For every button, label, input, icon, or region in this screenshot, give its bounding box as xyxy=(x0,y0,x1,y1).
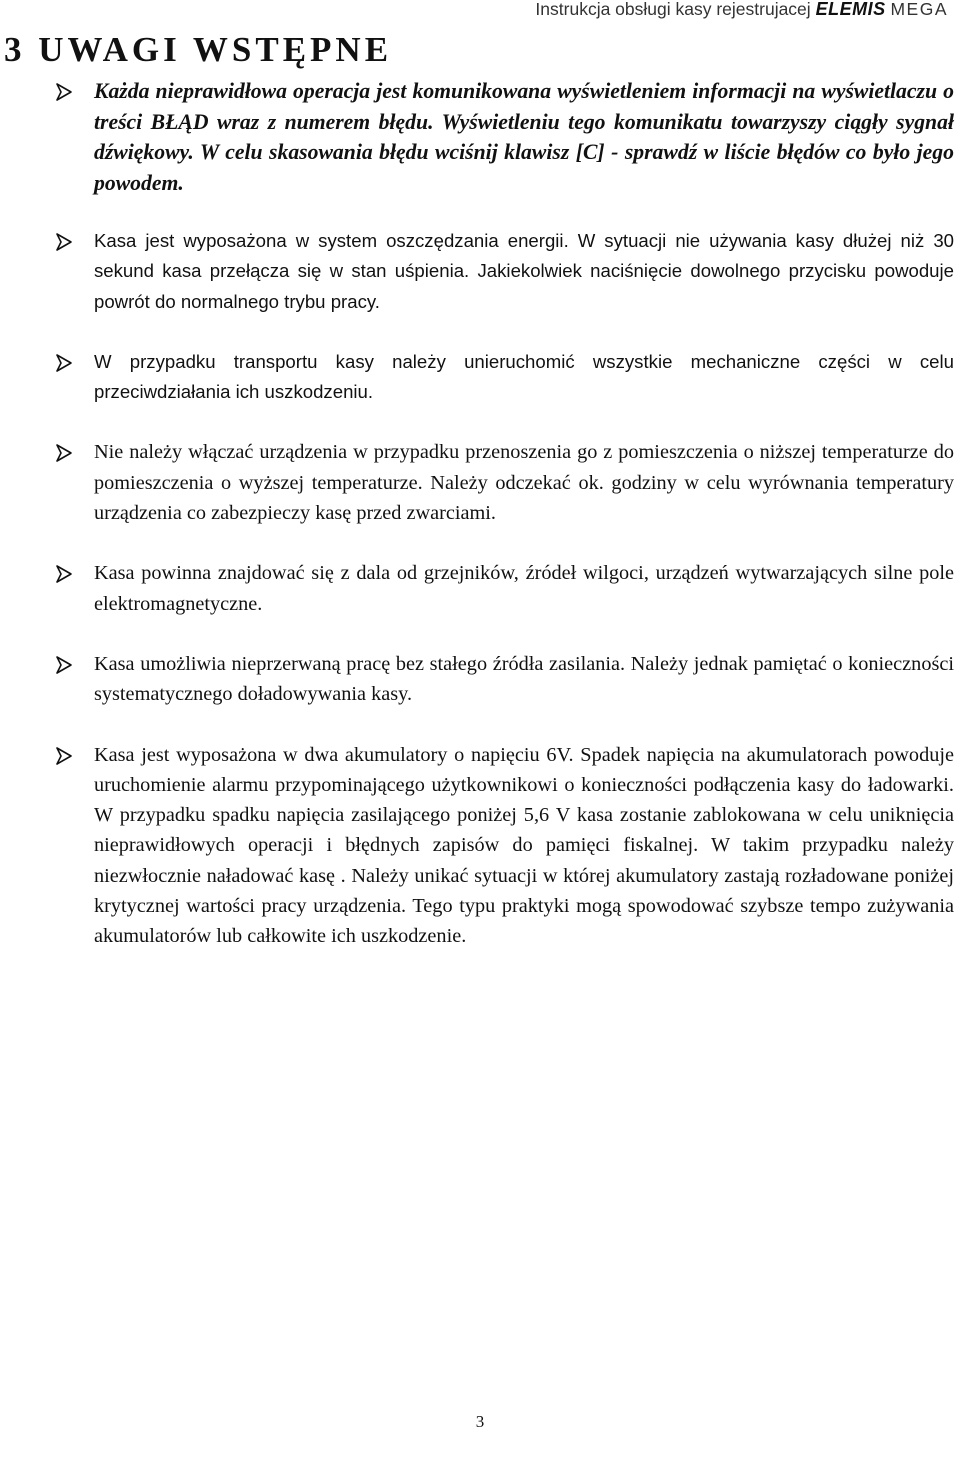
list-item xyxy=(54,649,954,710)
arrow-bullet-icon xyxy=(54,353,74,373)
arrow-bullet-icon xyxy=(54,443,74,463)
list-item-text: Kasa jest wyposażona w dwa akumulatory o napięciu 6V. Spadek napięcia na akumulatorach powoduje uruchomienie alarmu przypominającego użytkownikowi o konieczności podłączenia kasy do ładowarki. W przypadku spadku napięcia zasilającego poniżej 5,6 V kasa zostanie zablokowana w celu uniknięcia nieprawidłowych operacji i błędnych zapisów do pamięci fiskalnej. W takim przypadku należy niezwłocznie naładować kasę . Należy unikać sytuacji w której akumulatory zastają rozładowane poniżej krytycznej wartości pracy urządzenia. Tego typu praktyki mogą spowodować szybsze tempo zużywania akumulatorów lub całkowite ich uszkodzenie. xyxy=(94,743,954,948)
arrow-bullet-icon xyxy=(54,232,74,252)
list-item xyxy=(54,226,954,317)
list-item-text: W przypadku transportu kasy należy unieruchomić wszystkie mechaniczne części w celu przeciwdziałania ich uszkodzeniu. xyxy=(94,350,954,403)
arrow-bullet-icon xyxy=(54,655,74,675)
brand-logo: ELEMIS xyxy=(815,0,886,19)
notes-list xyxy=(54,76,954,952)
list-item-text: Nie należy włączać urządzenia w przypadku przenoszenia go z pomieszczenia o niższej temperaturze do pomieszczenia o wyższej temperaturze. Należy odczekać ok. godziny w celu wyrównania temperatury urządzenia co zabezpieczy kasę przed zwarciami. xyxy=(94,441,954,525)
list-item xyxy=(54,347,954,408)
list-item xyxy=(54,740,954,952)
page-number: 3 xyxy=(475,1412,485,1431)
header-model: MEGA xyxy=(890,0,948,19)
list-item xyxy=(54,558,954,619)
section-title: 3 UWAGI WSTĘPNE xyxy=(4,30,393,69)
list-item-text: Każda nieprawidłowa operacja jest komunikowana wyświetleniem informacji na wyświetlaczu o treści BŁĄD wraz z numerem błędu. Wyświetleniu tego komunikatu towarzyszy ciągły sygnał dźwiękowy. W celu skasowania błędu wciśnij klawisz [C] - sprawdź w liście błędów co było jego powodem. xyxy=(94,79,954,195)
list-item-text: Kasa powinna znajdować się z dala od grzejników, źródeł wilgoci, urządzeń wytwarzających silne pole elektromagnetyczne. xyxy=(94,562,954,615)
list-item-text: Kasa umożliwia nieprzerwaną pracę bez stałego źródła zasilania. Należy jednak pamiętać o konieczności systematycznego doładowywania kasy. xyxy=(94,652,954,706)
arrow-bullet-icon xyxy=(54,564,74,584)
page-header xyxy=(535,0,948,20)
arrow-bullet-icon xyxy=(54,746,74,766)
list-item-text: Kasa jest wyposażona w system oszczędzania energii. W sytuacji nie używania kasy dłużej niż 30 sekund kasa przełącza się w stan uśpienia. Jakiekolwiek naciśnięcie dowolnego przycisku powoduje powrót do normalnego trybu pracy. xyxy=(94,230,954,312)
header-title: Instrukcja obsługi kasy rejestrujacej xyxy=(535,0,811,19)
list-item xyxy=(54,437,954,528)
list-item xyxy=(54,76,954,198)
arrow-bullet-icon xyxy=(54,82,74,102)
